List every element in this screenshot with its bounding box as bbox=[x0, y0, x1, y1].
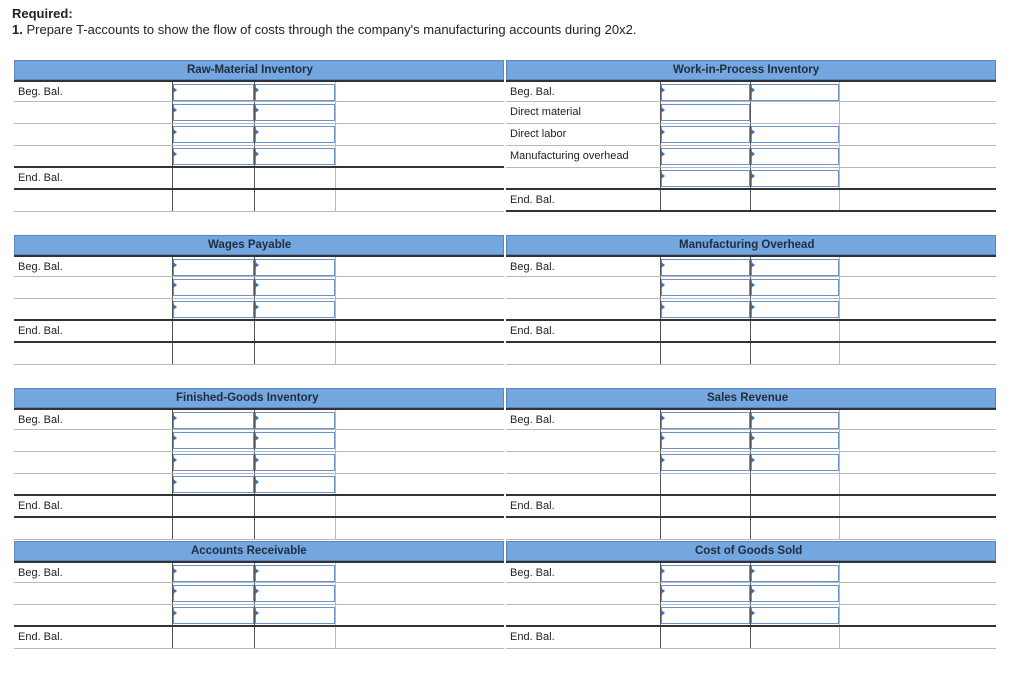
entry-row bbox=[14, 277, 504, 299]
row-beg-bal bbox=[506, 255, 996, 277]
entry-row bbox=[14, 605, 504, 627]
column-divider bbox=[660, 474, 661, 494]
column-divider bbox=[839, 518, 840, 539]
entry-row bbox=[506, 583, 996, 605]
t-account-sales-revenue bbox=[506, 388, 996, 540]
credit-input[interactable] bbox=[751, 585, 839, 602]
account-title bbox=[506, 235, 996, 255]
column-divider bbox=[172, 627, 173, 648]
credit-input[interactable] bbox=[751, 454, 839, 471]
column-divider bbox=[839, 452, 840, 473]
column-divider bbox=[839, 583, 840, 604]
credit-input[interactable] bbox=[255, 412, 335, 429]
row-label: End. Bal. bbox=[18, 631, 63, 643]
entry-row bbox=[506, 605, 996, 627]
account-title bbox=[14, 541, 504, 561]
entry-row bbox=[14, 299, 504, 321]
column-divider bbox=[839, 82, 840, 101]
column-divider bbox=[839, 605, 840, 625]
debit-input[interactable] bbox=[661, 412, 750, 429]
account-title-text: Raw-Material Inventory bbox=[187, 64, 313, 76]
column-divider bbox=[335, 82, 336, 101]
account-title-text: Manufacturing Overhead bbox=[679, 239, 815, 251]
column-divider bbox=[172, 343, 173, 364]
row-end-bal bbox=[14, 627, 504, 649]
debit-input[interactable] bbox=[173, 607, 254, 624]
debit-input[interactable] bbox=[661, 301, 750, 318]
column-divider bbox=[335, 605, 336, 625]
debit-input[interactable] bbox=[661, 84, 750, 101]
column-divider bbox=[254, 518, 255, 539]
credit-input[interactable] bbox=[255, 84, 335, 101]
column-divider bbox=[335, 102, 336, 123]
row-label: Direct material bbox=[510, 106, 581, 118]
column-divider bbox=[660, 321, 661, 341]
instructions bbox=[12, 6, 636, 38]
debit-input[interactable] bbox=[661, 585, 750, 602]
row-beg-bal bbox=[14, 80, 504, 102]
entry-row bbox=[506, 430, 996, 452]
row-label: End. Bal. bbox=[18, 325, 63, 337]
account-title bbox=[14, 388, 504, 408]
column-divider bbox=[172, 168, 173, 188]
column-divider bbox=[660, 190, 661, 210]
row-label: Beg. Bal. bbox=[510, 261, 555, 273]
column-divider bbox=[335, 583, 336, 604]
column-divider bbox=[172, 496, 173, 516]
credit-input[interactable] bbox=[255, 104, 335, 121]
row-label: Beg. Bal. bbox=[18, 414, 63, 426]
debit-input[interactable] bbox=[173, 279, 254, 296]
column-divider bbox=[750, 474, 751, 494]
column-divider bbox=[839, 474, 840, 494]
column-divider bbox=[750, 321, 751, 341]
column-divider bbox=[660, 343, 661, 364]
column-divider bbox=[750, 190, 751, 210]
credit-input[interactable] bbox=[751, 279, 839, 296]
account-title-text: Wages Payable bbox=[208, 239, 292, 251]
t-account-raw-material bbox=[14, 60, 504, 212]
column-divider bbox=[839, 146, 840, 167]
debit-input[interactable] bbox=[661, 565, 750, 582]
credit-input[interactable] bbox=[751, 259, 839, 276]
column-divider bbox=[335, 257, 336, 276]
row-label: End. Bal. bbox=[510, 194, 555, 206]
row-end-bal bbox=[14, 168, 504, 190]
column-divider bbox=[335, 124, 336, 145]
column-divider bbox=[839, 168, 840, 188]
debit-input[interactable] bbox=[661, 279, 750, 296]
column-divider bbox=[839, 430, 840, 451]
row-end-bal bbox=[14, 496, 504, 518]
row-beg-bal bbox=[506, 80, 996, 102]
column-divider bbox=[335, 168, 336, 188]
debit-input[interactable] bbox=[661, 104, 750, 121]
credit-input[interactable] bbox=[751, 84, 839, 101]
credit-input[interactable] bbox=[751, 301, 839, 318]
debit-input[interactable] bbox=[661, 148, 750, 165]
account-title bbox=[14, 60, 504, 80]
column-divider bbox=[254, 627, 255, 648]
debit-input[interactable] bbox=[661, 170, 750, 187]
column-divider bbox=[335, 452, 336, 473]
account-title-text: Work-in-Process Inventory bbox=[673, 64, 820, 76]
account-title bbox=[506, 541, 996, 561]
column-divider bbox=[335, 627, 336, 648]
column-divider bbox=[335, 277, 336, 298]
column-divider bbox=[839, 343, 840, 364]
debit-input[interactable] bbox=[661, 607, 750, 624]
debit-input[interactable] bbox=[173, 301, 254, 318]
blank-row bbox=[14, 190, 504, 212]
column-divider bbox=[335, 563, 336, 582]
row-label: Beg. Bal. bbox=[18, 86, 63, 98]
column-divider bbox=[839, 124, 840, 145]
debit-input[interactable] bbox=[173, 148, 254, 165]
blank-row bbox=[506, 518, 996, 540]
column-divider bbox=[335, 410, 336, 429]
credit-input[interactable] bbox=[255, 565, 335, 582]
task-number: 1. bbox=[12, 22, 23, 37]
column-divider bbox=[254, 190, 255, 211]
credit-input[interactable] bbox=[751, 565, 839, 582]
column-divider bbox=[750, 102, 751, 123]
credit-input[interactable] bbox=[255, 301, 335, 318]
credit-input[interactable] bbox=[751, 412, 839, 429]
column-divider bbox=[660, 627, 661, 648]
column-divider bbox=[839, 496, 840, 516]
row-beg-bal bbox=[506, 408, 996, 430]
blank-row bbox=[14, 518, 504, 540]
row-label: Beg. Bal. bbox=[510, 86, 555, 98]
t-account-wages-payable bbox=[14, 235, 504, 365]
entry-row bbox=[14, 452, 504, 474]
credit-input[interactable] bbox=[255, 432, 335, 449]
entry-row bbox=[14, 430, 504, 452]
column-divider bbox=[750, 518, 751, 539]
entry-row bbox=[506, 277, 996, 299]
credit-input[interactable] bbox=[255, 454, 335, 471]
column-divider bbox=[254, 496, 255, 516]
column-divider bbox=[335, 146, 336, 166]
row-end-bal bbox=[506, 496, 996, 518]
credit-input[interactable] bbox=[751, 607, 839, 624]
debit-input[interactable] bbox=[173, 84, 254, 101]
column-divider bbox=[254, 168, 255, 188]
debit-input[interactable] bbox=[173, 104, 254, 121]
required-heading: Required: bbox=[12, 6, 73, 21]
row-beg-bal bbox=[14, 408, 504, 430]
debit-input[interactable] bbox=[173, 476, 254, 493]
column-divider bbox=[335, 430, 336, 451]
column-divider bbox=[750, 496, 751, 516]
column-divider bbox=[839, 563, 840, 582]
row-end-bal bbox=[506, 321, 996, 343]
debit-input[interactable] bbox=[173, 432, 254, 449]
row-end-bal bbox=[506, 627, 996, 649]
row-label: Manufacturing overhead bbox=[510, 150, 629, 162]
entry-row bbox=[14, 474, 504, 496]
column-divider bbox=[335, 299, 336, 319]
column-divider bbox=[839, 299, 840, 319]
debit-input[interactable] bbox=[661, 259, 750, 276]
credit-input[interactable] bbox=[255, 279, 335, 296]
debit-input[interactable] bbox=[173, 585, 254, 602]
entry-row bbox=[506, 168, 996, 190]
column-divider bbox=[335, 496, 336, 516]
account-title-text: Cost of Goods Sold bbox=[695, 545, 803, 557]
credit-input[interactable] bbox=[751, 432, 839, 449]
debit-input[interactable] bbox=[661, 454, 750, 471]
credit-input[interactable] bbox=[255, 607, 335, 624]
account-title-text: Sales Revenue bbox=[707, 392, 789, 404]
row-label: Beg. Bal. bbox=[510, 414, 555, 426]
account-title bbox=[506, 388, 996, 408]
account-title-text: Accounts Receivable bbox=[191, 545, 307, 557]
entry-row bbox=[506, 124, 996, 146]
entry-row bbox=[14, 146, 504, 168]
column-divider bbox=[335, 190, 336, 211]
credit-input[interactable] bbox=[255, 585, 335, 602]
column-divider bbox=[172, 190, 173, 211]
debit-input[interactable] bbox=[173, 565, 254, 582]
t-account-cost-of-goods-sold bbox=[506, 541, 996, 649]
column-divider bbox=[335, 343, 336, 364]
debit-input[interactable] bbox=[661, 126, 750, 143]
account-title bbox=[506, 60, 996, 80]
column-divider bbox=[750, 343, 751, 364]
entry-row bbox=[14, 583, 504, 605]
entry-row bbox=[14, 102, 504, 124]
row-label: End. Bal. bbox=[18, 500, 63, 512]
row-label: Beg. Bal. bbox=[18, 567, 63, 579]
row-label: Beg. Bal. bbox=[510, 567, 555, 579]
column-divider bbox=[660, 518, 661, 539]
account-title-text: Finished-Goods Inventory bbox=[176, 392, 319, 404]
row-label: Direct labor bbox=[510, 128, 567, 140]
t-account-work-in-process bbox=[506, 60, 996, 212]
column-divider bbox=[335, 518, 336, 539]
entry-row bbox=[506, 452, 996, 474]
credit-input[interactable] bbox=[751, 148, 839, 165]
row-beg-bal bbox=[14, 255, 504, 277]
column-divider bbox=[750, 627, 751, 648]
credit-input[interactable] bbox=[255, 476, 335, 493]
blank-row bbox=[14, 343, 504, 365]
credit-input[interactable] bbox=[255, 259, 335, 276]
entry-row bbox=[14, 124, 504, 146]
task-description: Prepare T-accounts to show the flow of costs through the company's manufacturing accounts during 20x2. bbox=[26, 22, 637, 37]
column-divider bbox=[839, 410, 840, 429]
entry-row bbox=[506, 102, 996, 124]
row-label: End. Bal. bbox=[510, 631, 555, 643]
column-divider bbox=[335, 474, 336, 494]
row-label: Beg. Bal. bbox=[18, 261, 63, 273]
row-label: End. Bal. bbox=[18, 172, 63, 184]
credit-input[interactable] bbox=[255, 148, 335, 165]
account-title bbox=[14, 235, 504, 255]
column-divider bbox=[839, 277, 840, 298]
row-end-bal bbox=[14, 321, 504, 343]
debit-input[interactable] bbox=[661, 432, 750, 449]
task-text bbox=[12, 22, 636, 38]
column-divider bbox=[839, 321, 840, 341]
t-account-finished-goods bbox=[14, 388, 504, 540]
row-beg-bal bbox=[506, 561, 996, 583]
column-divider bbox=[172, 321, 173, 341]
column-divider bbox=[839, 627, 840, 648]
column-divider bbox=[839, 257, 840, 276]
row-end-bal bbox=[506, 190, 996, 212]
row-beg-bal bbox=[14, 561, 504, 583]
column-divider bbox=[172, 518, 173, 539]
t-account-accounts-receivable bbox=[14, 541, 504, 649]
column-divider bbox=[335, 321, 336, 341]
entry-row bbox=[506, 146, 996, 168]
debit-input[interactable] bbox=[173, 454, 254, 471]
column-divider bbox=[254, 321, 255, 341]
credit-input[interactable] bbox=[751, 126, 839, 143]
row-label: End. Bal. bbox=[510, 325, 555, 337]
debit-input[interactable] bbox=[173, 412, 254, 429]
t-account-manufacturing-overhead bbox=[506, 235, 996, 365]
credit-input[interactable] bbox=[255, 126, 335, 143]
entry-row bbox=[506, 299, 996, 321]
credit-input[interactable] bbox=[751, 170, 839, 187]
column-divider bbox=[839, 190, 840, 210]
blank-row bbox=[506, 343, 996, 365]
row-label: End. Bal. bbox=[510, 500, 555, 512]
column-divider bbox=[660, 496, 661, 516]
column-divider bbox=[839, 102, 840, 123]
entry-row bbox=[506, 474, 996, 496]
debit-input[interactable] bbox=[173, 126, 254, 143]
column-divider bbox=[254, 343, 255, 364]
debit-input[interactable] bbox=[173, 259, 254, 276]
